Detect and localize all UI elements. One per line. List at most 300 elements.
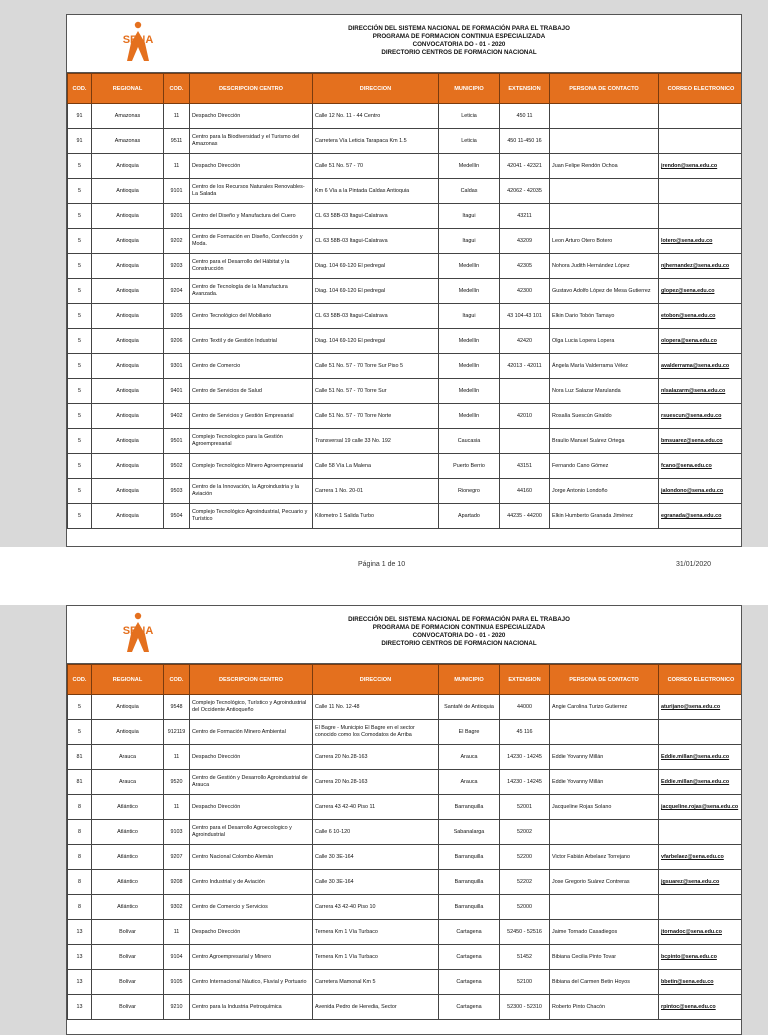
table-row — [68, 795, 743, 820]
table-cell: 51452 — [500, 945, 550, 970]
table-cell: 5 — [68, 695, 92, 720]
svg-text:SENA: SENA — [122, 34, 154, 46]
table-cell: 9203 — [164, 254, 190, 279]
table-cell: Antioquia — [92, 229, 164, 254]
table-cell: 9204 — [164, 279, 190, 304]
table-cell[interactable]: avalderrama@sena.edu.co — [659, 354, 743, 379]
table-cell: Centro Industrial y de Aviación — [190, 870, 313, 895]
table-cell: Centro de Servicios de Salud — [190, 379, 313, 404]
table-cell: Amazonas — [92, 104, 164, 129]
table-cell — [659, 820, 743, 845]
table-cell: 44235 - 44200 — [500, 504, 550, 529]
column-header: CORREO ELECTRONICO — [659, 665, 743, 695]
table-cell: 8 — [68, 870, 92, 895]
table-cell: Despacho Dirección — [190, 154, 313, 179]
document-page-1 — [66, 14, 742, 547]
table-cell[interactable]: njhernandez@sena.edu.co — [659, 254, 743, 279]
table-cell: Carrera 43 42-40 Piso 10 — [313, 895, 439, 920]
column-header: DIRECCION — [313, 74, 439, 104]
table-row — [68, 304, 743, 329]
table-cell: Jacqueline Rojas Solano — [550, 795, 659, 820]
column-header: MUNICIPIO — [439, 665, 500, 695]
table-cell: Carrera 20 No.28-163 — [313, 745, 439, 770]
table-cell[interactable]: vfarbelaez@sena.edu.co — [659, 845, 743, 870]
column-header: MUNICIPIO — [439, 74, 500, 104]
table-cell: Calle 12 No. 11 - 44 Centro — [313, 104, 439, 129]
table-cell — [500, 379, 550, 404]
table-row — [68, 920, 743, 945]
table-cell: Atlántico — [92, 820, 164, 845]
table-cell: 9511 — [164, 129, 190, 154]
table-cell: Carretera Vía Leticia Tarapaca Km 1.5 — [313, 129, 439, 154]
table-cell: 14230 - 14245 — [500, 745, 550, 770]
table-cell: Calle 51 No. 57 - 70 — [313, 154, 439, 179]
table-cell: Calle 6 10-120 — [313, 820, 439, 845]
table-cell: Kilometro 1 Salida Turbo — [313, 504, 439, 529]
table-cell: Medellín — [439, 404, 500, 429]
table-cell: Centro para el Desarrollo Agroecologico y Agroindustrial — [190, 820, 313, 845]
table-cell: Elkin Humberto Granada Jiménez — [550, 504, 659, 529]
table-cell: Nohora Judith Hernández López — [550, 254, 659, 279]
table-cell — [550, 104, 659, 129]
document-title: DIRECCIÓN DEL SISTEMA NACIONAL DE FORMACIÓN PARA EL TRABAJO PROGRAMA DE FORMACION CONTINUA ESPECIALIZADA CONVOCATORIA DO - 01 - 2020 DIRECTORIO CENTROS DE FORMACION NACIONAL — [348, 25, 570, 56]
table-cell: Barranquilla — [439, 845, 500, 870]
page-date: 31/01/2020 — [676, 561, 712, 568]
table-row — [68, 329, 743, 354]
table-cell[interactable]: Eddie.millan@sena.edu.co — [659, 745, 743, 770]
column-header: EXTENSION — [500, 74, 550, 104]
table-cell[interactable]: egranada@sena.edu.co — [659, 504, 743, 529]
table-cell: Antioquia — [92, 354, 164, 379]
table-cell: 91 — [68, 104, 92, 129]
column-header: DIRECCION — [313, 665, 439, 695]
table-cell[interactable]: lotero@sena.edu.co — [659, 229, 743, 254]
table-cell[interactable]: glopez@sena.edu.co — [659, 279, 743, 304]
table-cell: 9208 — [164, 870, 190, 895]
table-row — [68, 820, 743, 845]
table-cell: Centro Internacional Náutico, Fluvial y Portuario — [190, 970, 313, 995]
table-cell: 43211 — [500, 204, 550, 229]
table-cell: Carretera Mamonal Km 5 — [313, 970, 439, 995]
table-cell: Complejo Tecnológico Agroindustrial, Pecuario y Turístico — [190, 504, 313, 529]
table-cell: Centro de Comercio y Servicios — [190, 895, 313, 920]
table-cell: Centro de Gestión y Desarrollo Agroindustrial de Arauca — [190, 770, 313, 795]
table-cell: 11 — [164, 104, 190, 129]
table-cell: 13 — [68, 995, 92, 1020]
table-cell: 9401 — [164, 379, 190, 404]
column-header: PERSONA DE CONTACTO — [550, 665, 659, 695]
table-cell: Diag. 104 69-120 El pedregal — [313, 329, 439, 354]
table-cell: Cartagena — [439, 945, 500, 970]
table-cell: Puerto Berrio — [439, 454, 500, 479]
table-cell: Antioquia — [92, 695, 164, 720]
table-cell: 11 — [164, 154, 190, 179]
table-cell — [500, 429, 550, 454]
table-cell: Centro de Formación en Diseño, Confección y Moda. — [190, 229, 313, 254]
table-cell: 5 — [68, 454, 92, 479]
table-cell: Victor Fabián Arbelaez Torrejano — [550, 845, 659, 870]
table-cell: 450 11 — [500, 104, 550, 129]
table-cell: Centro para la Industria Petroquímica — [190, 995, 313, 1020]
table-cell: 42300 — [500, 279, 550, 304]
table-cell: 9101 — [164, 179, 190, 204]
table-cell: Km 6 Vía a la Pintada Caldas Antioquia — [313, 179, 439, 204]
table-cell: Santafé de Antioquia — [439, 695, 500, 720]
table-row — [68, 870, 743, 895]
table-cell: Centro para el Desarrollo del Hábitat y la Construcción — [190, 254, 313, 279]
table-cell: Medellín — [439, 329, 500, 354]
table-cell: 42010 — [500, 404, 550, 429]
table-cell: 9207 — [164, 845, 190, 870]
table-cell[interactable]: fcano@sena.edu.co — [659, 454, 743, 479]
table-cell: Barranquilla — [439, 895, 500, 920]
table-cell: Despacho Dirección — [190, 745, 313, 770]
table-cell: 5 — [68, 229, 92, 254]
table-cell: 9201 — [164, 204, 190, 229]
table-cell: 9210 — [164, 995, 190, 1020]
table-cell: 81 — [68, 745, 92, 770]
table-cell: Calle 11 No. 12-48 — [313, 695, 439, 720]
page-header — [67, 15, 741, 73]
table-cell: 5 — [68, 720, 92, 745]
table-cell: Antioquia — [92, 379, 164, 404]
table-cell: 42041 - 42321 — [500, 154, 550, 179]
centers-table — [67, 73, 742, 529]
table-cell — [550, 820, 659, 845]
table-row — [68, 454, 743, 479]
table-cell — [659, 179, 743, 204]
table-cell: Calle 58 Vía La Malena — [313, 454, 439, 479]
table-cell: Atlántico — [92, 795, 164, 820]
table-row — [68, 504, 743, 529]
table-cell: Fernando Cano Gómez — [550, 454, 659, 479]
table-cell: Jose Gregorio Suárez Contreras — [550, 870, 659, 895]
table-cell: 81 — [68, 770, 92, 795]
table-cell: 912119 — [164, 720, 190, 745]
table-cell: Eddie Yovanny Millán — [550, 770, 659, 795]
table-cell: Despacho Dirección — [190, 920, 313, 945]
svg-text:SENA: SENA — [122, 625, 154, 637]
table-cell: 9504 — [164, 504, 190, 529]
table-cell: 43209 — [500, 229, 550, 254]
table-cell: 5 — [68, 279, 92, 304]
table-cell: Medellín — [439, 379, 500, 404]
table-cell: Centro Textil y de Gestión Industrial — [190, 329, 313, 354]
table-cell: Arauca — [439, 770, 500, 795]
table-cell: 42013 - 42011 — [500, 354, 550, 379]
table-cell[interactable]: jalondono@sena.edu.co — [659, 479, 743, 504]
table-cell: Antioquia — [92, 154, 164, 179]
table-cell: Braulio Manuel Suárez Ortega — [550, 429, 659, 454]
table-cell: 42420 — [500, 329, 550, 354]
column-header: REGIONAL — [92, 74, 164, 104]
table-cell: Complejo Tecnologico para la Gestión Agroempresarial — [190, 429, 313, 454]
table-row — [68, 254, 743, 279]
table-cell — [659, 720, 743, 745]
page-number: Página 1 de 10 — [358, 561, 406, 568]
table-cell: 42305 — [500, 254, 550, 279]
table-cell: Calle 30 3E-164 — [313, 845, 439, 870]
table-cell: Centro Tecnológico del Mobiliario — [190, 304, 313, 329]
table-cell — [659, 129, 743, 154]
table-cell: Complejo Tecnológico, Turístico y Agroindustrial del Occidente Antioqueño — [190, 695, 313, 720]
table-cell: Centro de Servicios y Gestión Empresarial — [190, 404, 313, 429]
table-cell: Complejo Tecnológico Minero Agroempresarial — [190, 454, 313, 479]
table-cell: Centro Nacional Colombo Alemán — [190, 845, 313, 870]
column-header: COD. — [68, 74, 92, 104]
table-cell: 52300 - 52310 — [500, 995, 550, 1020]
table-cell: Antioquia — [92, 304, 164, 329]
table-cell: Centro del Diseño y Manufactura del Cuero — [190, 204, 313, 229]
table-cell: 8 — [68, 820, 92, 845]
table-cell: Medellín — [439, 279, 500, 304]
table-cell: 9104 — [164, 945, 190, 970]
page-header — [67, 606, 741, 664]
table-cell: 5 — [68, 404, 92, 429]
table-cell: CL 63 58B-03 Itagui-Calatrava — [313, 304, 439, 329]
table-cell: Centro de Comercio — [190, 354, 313, 379]
table-cell: Atlántico — [92, 870, 164, 895]
table-row — [68, 479, 743, 504]
table-cell: Bolívar — [92, 945, 164, 970]
column-header: PERSONA DE CONTACTO — [550, 74, 659, 104]
table-cell: Antioquia — [92, 179, 164, 204]
table-cell: Caldas — [439, 179, 500, 204]
table-cell: 52450 - 52516 — [500, 920, 550, 945]
table-header-row — [68, 74, 743, 104]
table-cell: Antioquia — [92, 329, 164, 354]
table-cell: Antioquia — [92, 279, 164, 304]
table-row — [68, 354, 743, 379]
table-cell — [550, 179, 659, 204]
table-cell[interactable]: jrendon@sena.edu.co — [659, 154, 743, 179]
table-cell: 43 104-43 101 — [500, 304, 550, 329]
table-cell — [550, 720, 659, 745]
table-cell: 42062 - 42035 — [500, 179, 550, 204]
table-cell: Eddie Yovanny Millán — [550, 745, 659, 770]
table-row — [68, 379, 743, 404]
table-cell[interactable]: nlsalazarm@sena.edu.co — [659, 379, 743, 404]
table-cell: Diag. 104 69-120 El pedregal — [313, 254, 439, 279]
table-cell: 11 — [164, 745, 190, 770]
table-cell: Cartagena — [439, 920, 500, 945]
table-cell: Atlántico — [92, 845, 164, 870]
table-cell: Avenida Pedro de Heredia, Sector — [313, 995, 439, 1020]
table-cell: Despacho Dirección — [190, 104, 313, 129]
table-cell: Leticia — [439, 129, 500, 154]
document-title: DIRECCIÓN DEL SISTEMA NACIONAL DE FORMACIÓN PARA EL TRABAJO PROGRAMA DE FORMACION CONTINUA ESPECIALIZADA CONVOCATORIA DO - 01 - 2020 DIRECTORIO CENTROS DE FORMACION NACIONAL — [348, 616, 570, 647]
table-cell: 13 — [68, 945, 92, 970]
table-cell: 45 116 — [500, 720, 550, 745]
table-cell: 44000 — [500, 695, 550, 720]
table-cell: Despacho Dirección — [190, 795, 313, 820]
table-cell: Caucasia — [439, 429, 500, 454]
table-cell[interactable]: rsuescun@sena.edu.co — [659, 404, 743, 429]
table-cell[interactable]: bbetin@sena.edu.co — [659, 970, 743, 995]
table-cell: Bibiana Cecilia Pinto Tovar — [550, 945, 659, 970]
table-cell: Itagui — [439, 204, 500, 229]
table-cell — [659, 104, 743, 129]
table-cell: Antioquia — [92, 504, 164, 529]
table-cell: Juan Felipe Rendón Ochoa — [550, 154, 659, 179]
table-cell — [659, 204, 743, 229]
column-header: COD. — [164, 74, 190, 104]
table-cell[interactable]: jgsuarez@sena.edu.co — [659, 870, 743, 895]
centers-table — [67, 664, 742, 1020]
table-cell: Transversal 19 calle 33 No. 192 — [313, 429, 439, 454]
table-cell: Antioquia — [92, 404, 164, 429]
table-cell: 13 — [68, 920, 92, 945]
sena-logo-icon — [113, 612, 163, 656]
table-cell: El Bagre - Municipio El Bagre en el sector conocido como los Comodatos de Arriba — [313, 720, 439, 745]
table-cell: 11 — [164, 920, 190, 945]
table-cell: Atlántico — [92, 895, 164, 920]
table-row — [68, 154, 743, 179]
table-row — [68, 229, 743, 254]
table-cell: 5 — [68, 304, 92, 329]
table-cell: Arauca — [439, 745, 500, 770]
table-cell: 9301 — [164, 354, 190, 379]
table-cell: 9520 — [164, 770, 190, 795]
table-cell — [550, 129, 659, 154]
table-cell: 9206 — [164, 329, 190, 354]
table-cell: Elkin Dario Tobón Tamayo — [550, 304, 659, 329]
table-cell: 5 — [68, 204, 92, 229]
document-page-2 — [66, 605, 742, 1035]
table-cell: 44160 — [500, 479, 550, 504]
table-cell: Gustavo Adolfo López de Mesa Gutierrez — [550, 279, 659, 304]
table-cell: Ternera Km 1 Vía Turbaco — [313, 945, 439, 970]
table-cell: 52001 — [500, 795, 550, 820]
table-cell: Centro de los Recursos Naturales Renovables- La Salada — [190, 179, 313, 204]
table-row — [68, 179, 743, 204]
table-cell[interactable]: bmsuarez@sena.edu.co — [659, 429, 743, 454]
table-cell: Rionegro — [439, 479, 500, 504]
column-header: REGIONAL — [92, 665, 164, 695]
table-cell: Apartado — [439, 504, 500, 529]
table-cell — [550, 204, 659, 229]
table-cell[interactable]: Eddie.millan@sena.edu.co — [659, 770, 743, 795]
table-cell: Calle 51 No. 57 - 70 Torre Sur — [313, 379, 439, 404]
table-cell: 5 — [68, 179, 92, 204]
table-row — [68, 970, 743, 995]
table-cell: Antioquia — [92, 254, 164, 279]
table-cell: Itagui — [439, 304, 500, 329]
table-row — [68, 770, 743, 795]
table-cell: 8 — [68, 795, 92, 820]
table-cell: 52200 — [500, 845, 550, 870]
table-cell: 52002 — [500, 820, 550, 845]
table-cell: 52000 — [500, 895, 550, 920]
table-cell: Bolívar — [92, 920, 164, 945]
table-cell: Antioquia — [92, 204, 164, 229]
table-cell: 9202 — [164, 229, 190, 254]
table-row — [68, 995, 743, 1020]
table-row — [68, 429, 743, 454]
table-cell: Calle 51 No. 57 - 70 Torre Sur Piso 5 — [313, 354, 439, 379]
table-cell: 52202 — [500, 870, 550, 895]
table-cell: 9205 — [164, 304, 190, 329]
table-cell: Centro de Formación Minero Ambiental — [190, 720, 313, 745]
table-cell: Centro para la Biodiversidad y el Turismo del Amazonas — [190, 129, 313, 154]
table-row — [68, 129, 743, 154]
table-cell: Itagui — [439, 229, 500, 254]
page-gap — [0, 547, 768, 605]
table-cell: 5 — [68, 154, 92, 179]
table-cell: Bolívar — [92, 970, 164, 995]
table-cell: Olga Lucia Lopera Lopera — [550, 329, 659, 354]
table-cell: Carrera 20 No.28-163 — [313, 770, 439, 795]
table-cell: Bibiana del Carmen Betin Hoyos — [550, 970, 659, 995]
table-cell: 9503 — [164, 479, 190, 504]
column-header: DESCRIPCION CENTRO — [190, 665, 313, 695]
table-cell: Cartagena — [439, 970, 500, 995]
table-cell: Antioquia — [92, 720, 164, 745]
table-cell: 9501 — [164, 429, 190, 454]
table-cell: Rosalía Suescún Giraldo — [550, 404, 659, 429]
table-row — [68, 895, 743, 920]
table-row — [68, 745, 743, 770]
table-cell[interactable]: bcpinto@sena.edu.co — [659, 945, 743, 970]
table-cell: Medellín — [439, 354, 500, 379]
table-cell[interactable]: rpintoc@sena.edu.co — [659, 995, 743, 1020]
table-cell: 5 — [68, 329, 92, 354]
table-cell: Calle 30 3E-164 — [313, 870, 439, 895]
table-cell[interactable]: olopera@sena.edu.co — [659, 329, 743, 354]
table-cell: Ternera Km 1 Vía Turbaco — [313, 920, 439, 945]
table-row — [68, 845, 743, 870]
table-cell: Amazonas — [92, 129, 164, 154]
table-cell: CL 63 58B-03 Itagui-Calatrava — [313, 204, 439, 229]
table-cell: Antioquia — [92, 454, 164, 479]
table-cell: Leon Arturo Otero Botero — [550, 229, 659, 254]
table-row — [68, 404, 743, 429]
table-row — [68, 695, 743, 720]
table-cell: 5 — [68, 379, 92, 404]
table-cell: Leticia — [439, 104, 500, 129]
table-cell: 13 — [68, 970, 92, 995]
column-header: COD. — [164, 665, 190, 695]
table-cell: Medellín — [439, 154, 500, 179]
table-cell: 5 — [68, 479, 92, 504]
table-row — [68, 720, 743, 745]
table-cell: 9548 — [164, 695, 190, 720]
column-header: COD. — [68, 665, 92, 695]
table-cell — [659, 895, 743, 920]
table-cell: Barranquilla — [439, 870, 500, 895]
table-cell[interactable]: jtornadoc@sena.edu.co — [659, 920, 743, 945]
table-cell: 52100 — [500, 970, 550, 995]
table-cell: 8 — [68, 895, 92, 920]
table-cell: Jaime Tornado Casadiegos — [550, 920, 659, 945]
table-cell[interactable]: etobon@sena.edu.co — [659, 304, 743, 329]
table-cell: 9105 — [164, 970, 190, 995]
sena-logo-icon — [113, 21, 163, 65]
table-cell: Carrera 43 42-40 Piso 11 — [313, 795, 439, 820]
table-row — [68, 279, 743, 304]
table-cell: Medellín — [439, 254, 500, 279]
table-cell: 9402 — [164, 404, 190, 429]
table-cell: Carrera 1 No. 20-01 — [313, 479, 439, 504]
table-cell: Nora Luz Salazar Marulanda — [550, 379, 659, 404]
table-cell: Cartagena — [439, 995, 500, 1020]
column-header: EXTENSION — [500, 665, 550, 695]
table-cell: 43151 — [500, 454, 550, 479]
table-cell[interactable]: aturijano@sena.edu.co — [659, 695, 743, 720]
table-cell: 5 — [68, 354, 92, 379]
table-cell[interactable]: jacqueline.rojas@sena.edu.co — [659, 795, 743, 820]
table-cell: Centro de la Innovación, la Agroindustria y la Aviación — [190, 479, 313, 504]
